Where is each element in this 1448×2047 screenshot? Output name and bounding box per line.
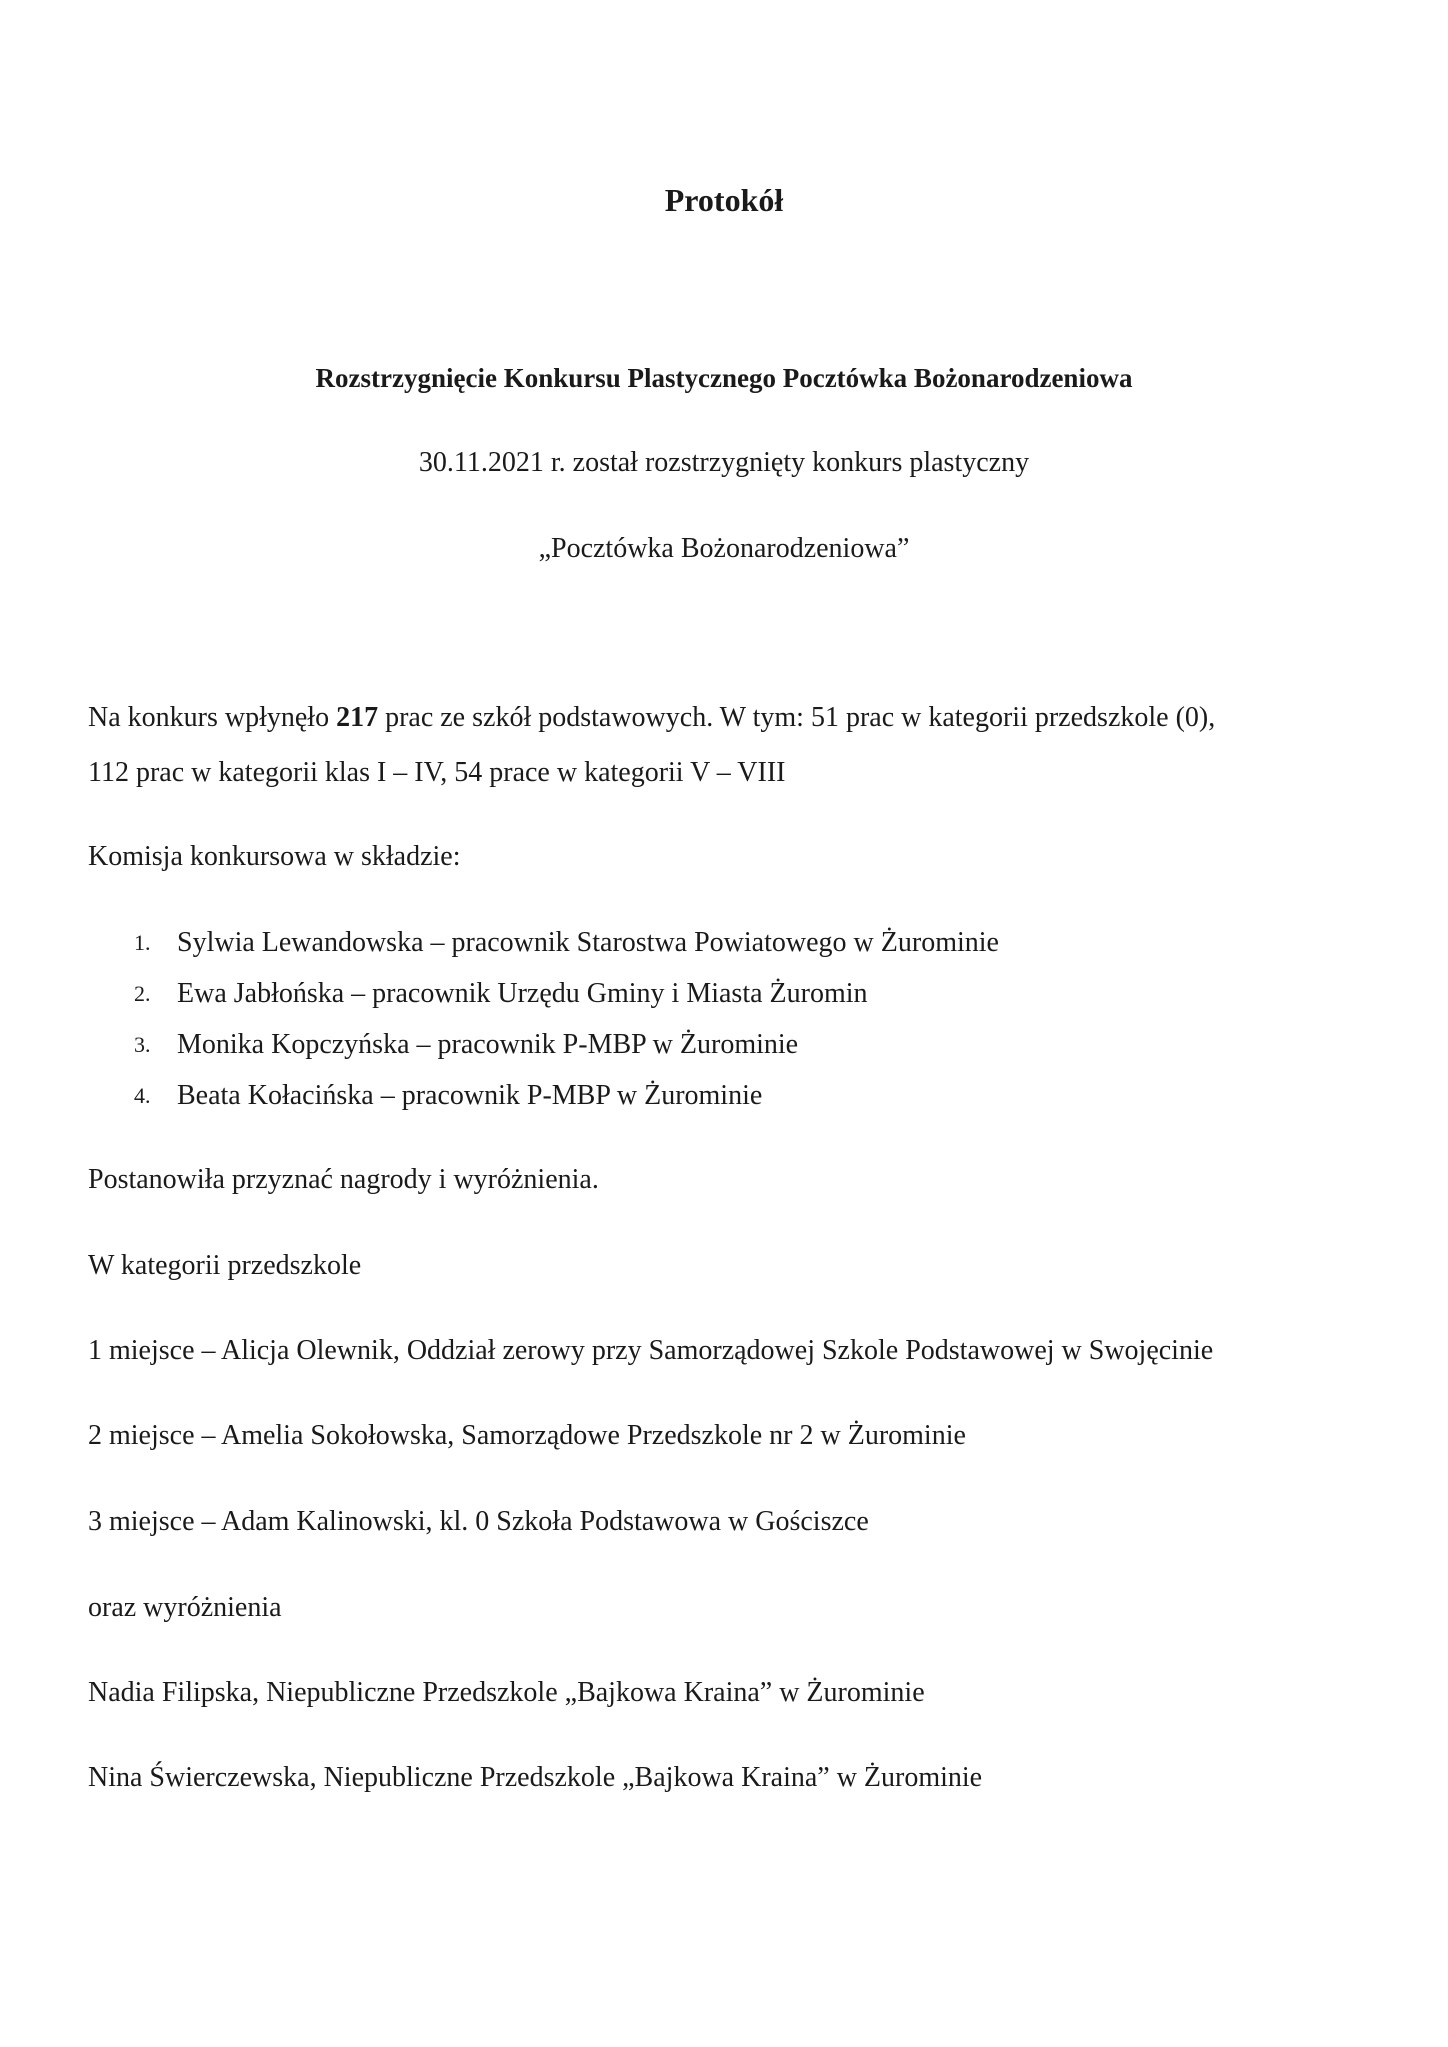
date-line: 30.11.2021 r. został rozstrzygnięty konkurs plastyczny — [418, 447, 1030, 478]
place-entry: 1 miejsce – Alicja Olewnik, Oddział zerowy przy Samorządowej Szkole Podstawowej w Swojęcinie — [88, 1335, 1214, 1366]
list-item-text: Sylwia Lewandowska – pracownik Starostwa Powiatowego w Żurominie — [177, 927, 999, 958]
intro-part-1: Na konkurs wpłynęło — [88, 702, 337, 733]
list-number: 3. — [134, 1032, 151, 1057]
category-heading: W kategorii przedszkole — [88, 1250, 362, 1281]
honor-entry: Nadia Filipska, Niepubliczne Przedszkole „Bajkowa Kraina” w Żurominie — [88, 1677, 925, 1708]
list-number: 2. — [134, 981, 151, 1006]
honors-heading: oraz wyróżnienia — [88, 1592, 282, 1623]
intro-part-2: prac ze szkół podstawowych. W tym: 51 prac w kategorii przedszkole (0), — [378, 702, 1216, 733]
contest-name: „Pocztówka Bożonarodzeniowa” — [538, 533, 910, 564]
decision-text: Postanowiła przyznać nagrody i wyróżnienia. — [88, 1164, 599, 1195]
list-item-text: Beata Kołacińska – pracownik P-MBP w Żurominie — [177, 1080, 763, 1111]
document-title: Protokół — [664, 182, 784, 218]
list-number: 4. — [134, 1083, 151, 1108]
document-subtitle: Rozstrzygnięcie Konkursu Plastycznego Pocztówka Bożonarodzeniowa — [315, 363, 1133, 393]
intro-paragraph-line-2: 112 prac w kategorii klas I – IV, 54 prace w kategorii V – VIII — [88, 757, 786, 788]
intro-paragraph-line-1 — [88, 700, 1215, 736]
list-number: 1. — [134, 930, 151, 955]
list-item-text: Monika Kopczyńska – pracownik P-MBP w Żurominie — [177, 1029, 799, 1060]
honor-entry: Nina Świerczewska, Niepubliczne Przedszkole „Bajkowa Kraina” w Żurominie — [88, 1762, 983, 1793]
submission-count: 217 — [336, 702, 379, 733]
place-entry: 2 miejsce – Amelia Sokołowska, Samorządowe Przedszkole nr 2 w Żurominie — [88, 1420, 966, 1451]
committee-heading: Komisja konkursowa w składzie: — [88, 841, 461, 872]
place-entry: 3 miejsce – Adam Kalinowski, kl. 0 Szkoła Podstawowa w Gościszce — [88, 1506, 869, 1537]
list-item-text: Ewa Jabłońska – pracownik Urzędu Gminy i Miasta Żuromin — [177, 978, 868, 1009]
